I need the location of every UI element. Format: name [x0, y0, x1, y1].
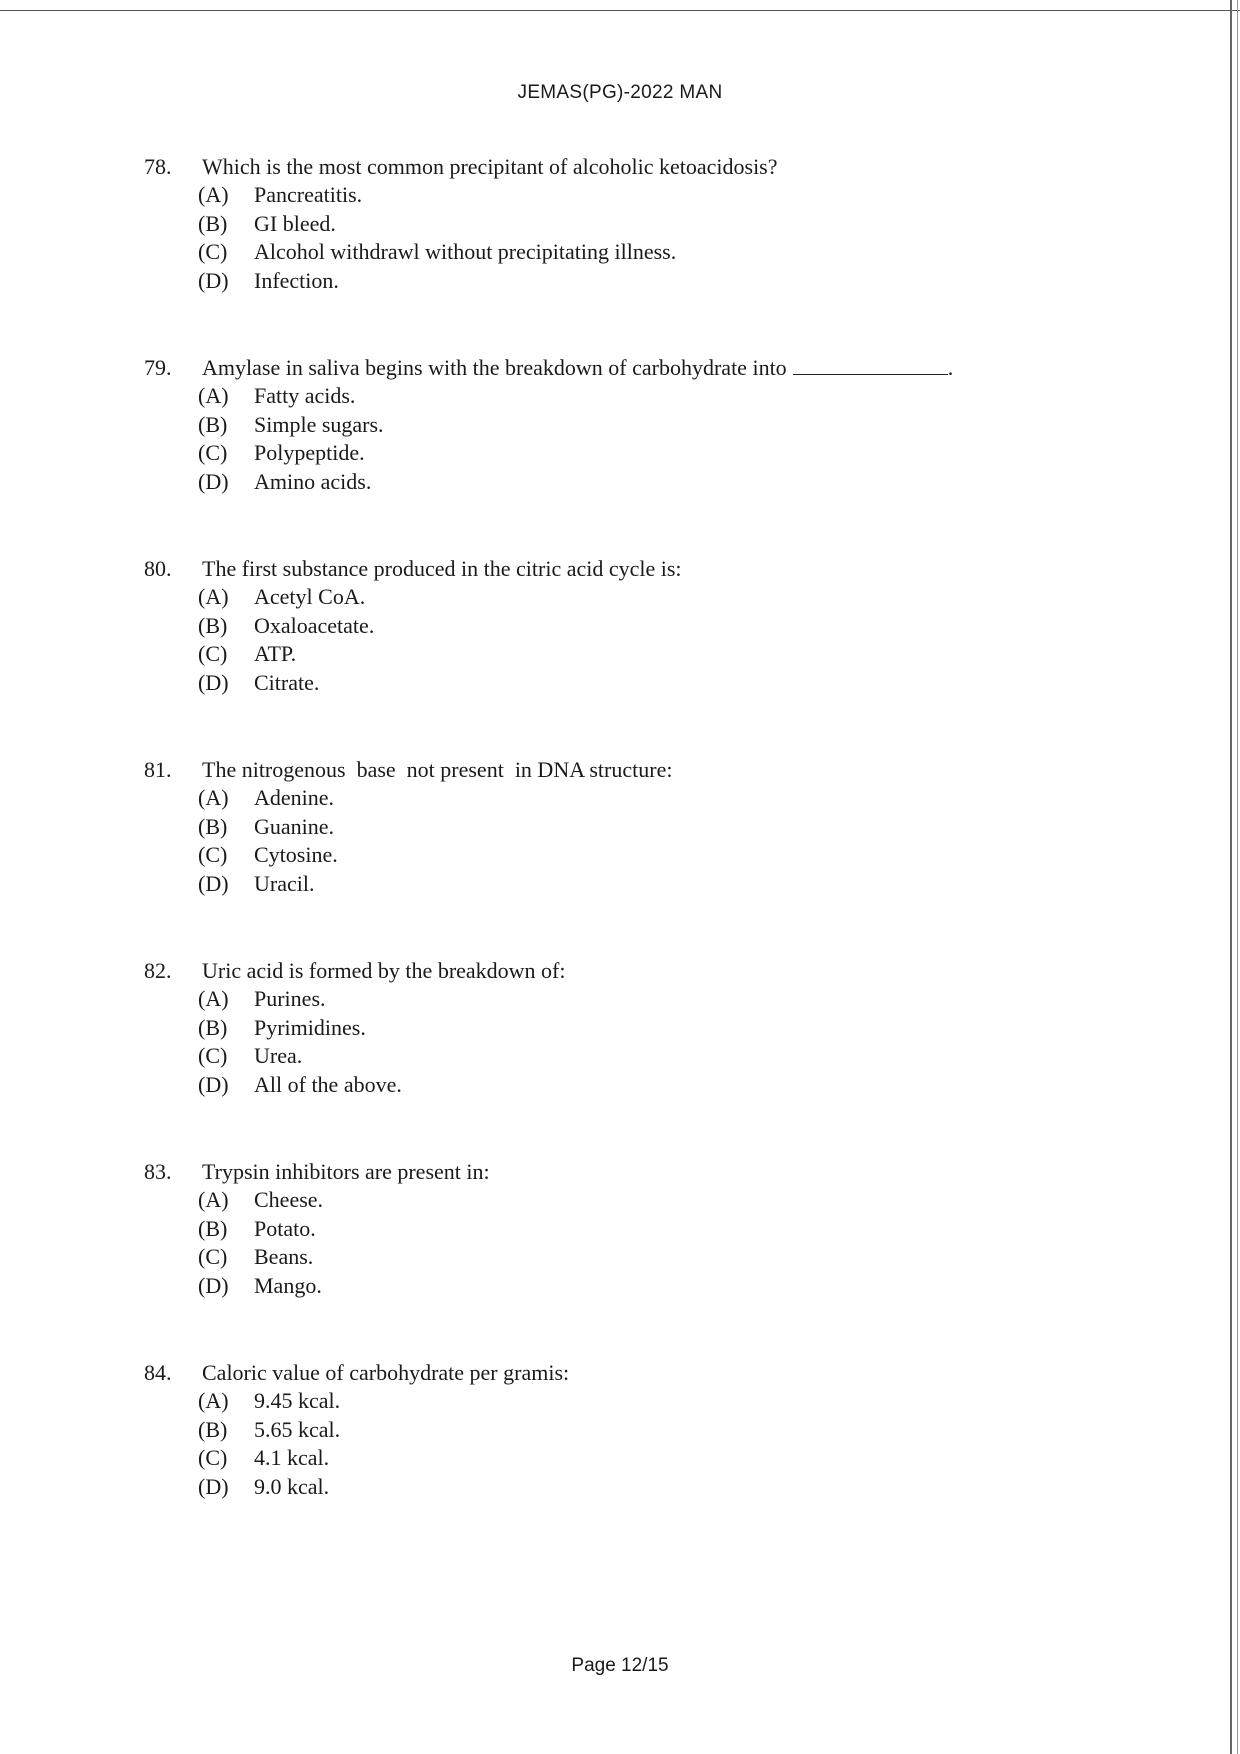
- option-text: Uracil.: [254, 870, 315, 896]
- question-text: Caloric value of carbohydrate per gramis:: [202, 1360, 570, 1385]
- option-text: 9.45 kcal.: [254, 1388, 341, 1413]
- option-item: [198, 1042, 1084, 1071]
- question-stem: [144, 353, 1084, 382]
- option-text: Citrate.: [254, 669, 320, 695]
- option-item: [198, 1444, 1084, 1473]
- option-text: Urea.: [254, 1043, 303, 1068]
- option-label: (D): [198, 870, 229, 896]
- question-text: Trypsin inhibitors are present in:: [202, 1159, 490, 1184]
- option-label: (C): [198, 1244, 228, 1269]
- option-item: [198, 411, 1084, 440]
- option-label: (C): [198, 1445, 228, 1470]
- option-list: [198, 382, 1084, 496]
- option-item: [198, 1186, 1084, 1215]
- question-stem: [144, 1157, 1084, 1186]
- question-text: Amylase in saliva begins with the breakdown of carbohydrate into: [202, 355, 787, 380]
- option-item: [198, 439, 1084, 468]
- question-list: [144, 152, 1084, 1559]
- option-item: [198, 985, 1084, 1014]
- option-text: Infection.: [254, 267, 339, 293]
- option-text: 5.65 kcal.: [254, 1416, 341, 1442]
- question-stem: [144, 1358, 1084, 1387]
- option-label: (A): [198, 986, 229, 1011]
- option-text: Adenine.: [254, 785, 335, 810]
- option-text: Pancreatitis.: [254, 182, 363, 207]
- option-item: [198, 669, 1084, 698]
- question-number: 83.: [144, 1159, 172, 1184]
- option-text: Acetyl CoA.: [254, 584, 366, 609]
- option-item: [198, 640, 1084, 669]
- question-81: [144, 755, 1084, 898]
- option-label: (D): [198, 1272, 229, 1298]
- option-label: (A): [198, 383, 229, 408]
- option-item: [198, 1272, 1084, 1301]
- question-number: 82.: [144, 958, 172, 983]
- option-text: Simple sugars.: [254, 411, 384, 437]
- option-item: [198, 1387, 1084, 1416]
- option-text: Guanine.: [254, 813, 335, 839]
- option-text: Cytosine.: [254, 842, 338, 867]
- question-text: Which is the most common precipitant of alcoholic ketoacidosis?: [202, 154, 778, 179]
- question-number: 79.: [144, 355, 172, 380]
- option-text: Potato.: [254, 1215, 316, 1241]
- option-label: (C): [198, 1043, 228, 1068]
- option-label: (C): [198, 239, 228, 264]
- option-item: [198, 181, 1084, 210]
- question-82: [144, 956, 1084, 1099]
- question-84: [144, 1358, 1084, 1501]
- option-label: (D): [198, 468, 229, 494]
- option-label: (B): [198, 210, 228, 236]
- option-label: (A): [198, 1187, 229, 1212]
- question-stem: [144, 554, 1084, 583]
- option-text: Pyrimidines.: [254, 1014, 366, 1040]
- option-list: [198, 1186, 1084, 1300]
- option-list: [198, 181, 1084, 295]
- option-item: [198, 1014, 1084, 1043]
- option-item: [198, 870, 1084, 899]
- option-item: [198, 267, 1084, 296]
- option-label: (A): [198, 584, 229, 609]
- question-number: 80.: [144, 556, 172, 581]
- question-number: 81.: [144, 757, 172, 782]
- option-text: Oxaloacetate.: [254, 612, 375, 638]
- page-header: JEMAS(PG)-2022 MAN: [517, 82, 723, 103]
- option-item: [198, 1473, 1084, 1502]
- option-label: (D): [198, 669, 229, 695]
- option-label: (B): [198, 1215, 228, 1241]
- option-item: [198, 238, 1084, 267]
- option-label: (B): [198, 1014, 228, 1040]
- option-text: Purines.: [254, 986, 326, 1011]
- option-label: (D): [198, 1071, 229, 1097]
- option-item: [198, 612, 1084, 641]
- option-item: [198, 210, 1084, 239]
- question-78: [144, 152, 1084, 295]
- question-79: [144, 353, 1084, 496]
- option-text: 4.1 kcal.: [254, 1445, 330, 1470]
- option-label: (A): [198, 785, 229, 810]
- scan-border-right-outer: [1237, 0, 1238, 1754]
- question-text: Uric acid is formed by the breakdown of:: [202, 958, 566, 983]
- option-list: [198, 1387, 1084, 1501]
- option-item: [198, 813, 1084, 842]
- question-stem: [144, 956, 1084, 985]
- option-label: (B): [198, 612, 228, 638]
- option-text: Beans.: [254, 1244, 314, 1269]
- option-label: (C): [198, 842, 228, 867]
- option-item: [198, 784, 1084, 813]
- question-text: The first substance produced in the citric acid cycle is:: [202, 556, 682, 581]
- question-text: The nitrogenous base not present in DNA structure:: [202, 757, 673, 782]
- option-label: (A): [198, 182, 229, 207]
- option-text: Mango.: [254, 1272, 322, 1298]
- option-label: (C): [198, 641, 228, 666]
- option-text: Fatty acids.: [254, 383, 356, 408]
- option-label: (D): [198, 1473, 229, 1499]
- option-item: [198, 382, 1084, 411]
- question-stem: [144, 152, 1084, 181]
- fill-in-blank: [793, 358, 948, 375]
- question-number: 84.: [144, 1360, 172, 1385]
- option-list: [198, 784, 1084, 898]
- scan-border-top: [0, 10, 1240, 11]
- scan-border-right: [1230, 0, 1232, 1754]
- option-item: [198, 841, 1084, 870]
- question-80: [144, 554, 1084, 697]
- option-text: Amino acids.: [254, 468, 372, 494]
- option-text: Cheese.: [254, 1187, 324, 1212]
- option-label: (C): [198, 440, 228, 465]
- option-list: [198, 583, 1084, 697]
- option-text: ATP.: [254, 641, 297, 666]
- option-label: (B): [198, 813, 228, 839]
- option-label: (A): [198, 1388, 229, 1413]
- option-text: 9.0 kcal.: [254, 1473, 330, 1499]
- blank-terminator: .: [947, 355, 954, 380]
- option-item: [198, 1215, 1084, 1244]
- option-label: (D): [198, 267, 229, 293]
- option-text: GI bleed.: [254, 210, 336, 236]
- option-text: Polypeptide.: [254, 440, 365, 465]
- option-label: (B): [198, 411, 228, 437]
- question-stem: [144, 755, 1084, 784]
- option-item: [198, 583, 1084, 612]
- option-text: All of the above.: [254, 1071, 402, 1097]
- question-number: 78.: [144, 154, 172, 179]
- option-item: [198, 1243, 1084, 1272]
- option-item: [198, 468, 1084, 497]
- option-item: [198, 1416, 1084, 1445]
- option-label: (B): [198, 1416, 228, 1442]
- option-list: [198, 985, 1084, 1099]
- option-item: [198, 1071, 1084, 1100]
- page-number: Page 12/15: [571, 1655, 669, 1676]
- option-text: Alcohol withdrawl without precipitating illness.: [254, 239, 677, 264]
- question-83: [144, 1157, 1084, 1300]
